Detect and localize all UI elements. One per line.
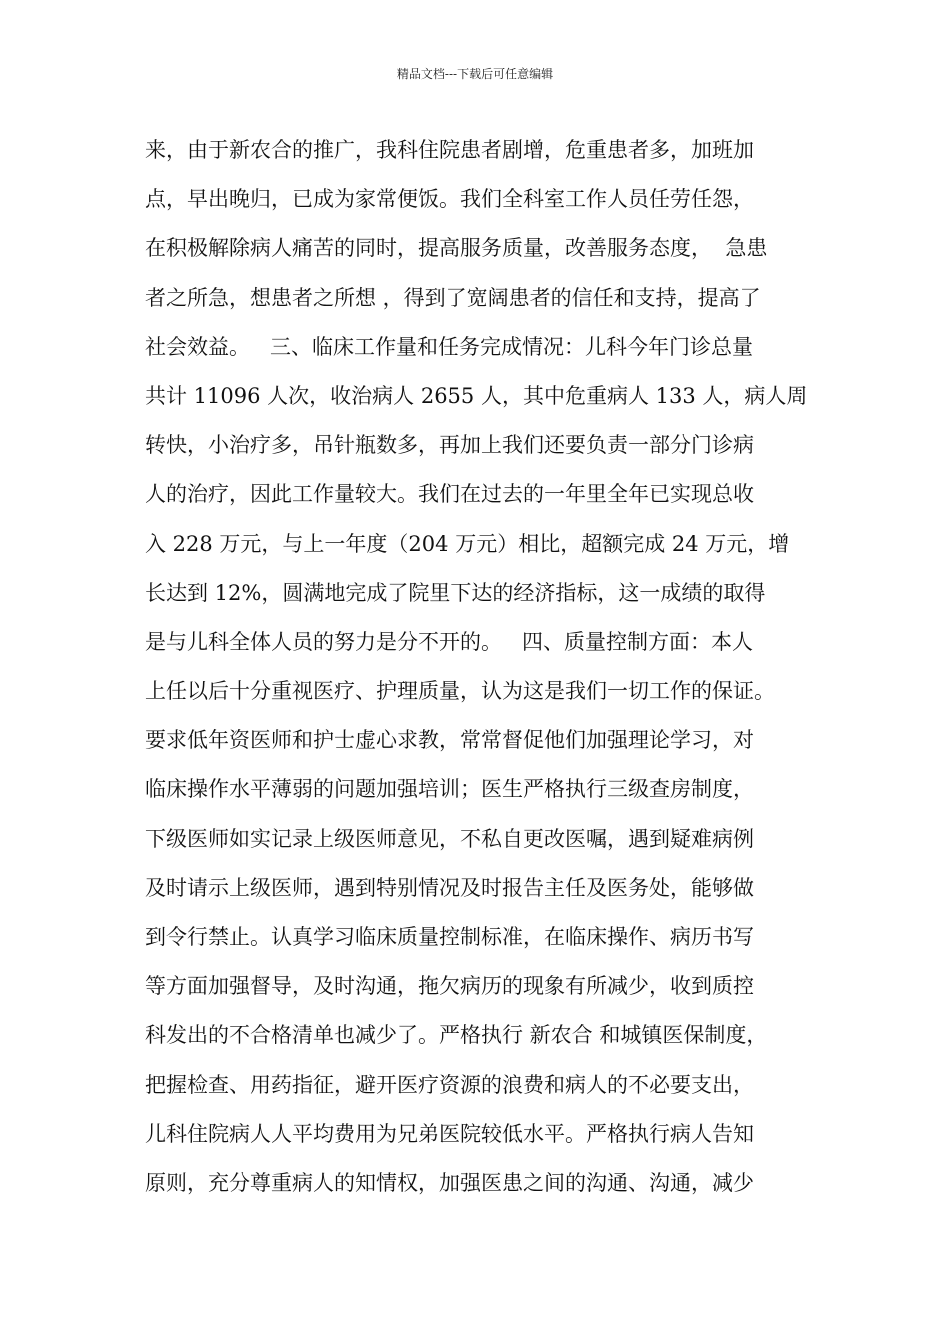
body-line: 要求低年资医师和护士虚心求教，常常督促他们加强理论学习，对 bbox=[145, 728, 754, 753]
body-line: 点，早出晚归，已成为家常便饭。我们全科室工作人员任劳任怨， bbox=[145, 187, 754, 212]
body-line: 临床操作水平薄弱的问题加强培训；医生严格执行三级查房制度， bbox=[145, 777, 754, 802]
body-line: 把握检查、用药指征，避开医疗资源的浪费和病人的不必要支出， bbox=[145, 1072, 754, 1097]
body-line: 人的治疗，因此工作量较大。我们在过去的一年里全年已实现总收 bbox=[145, 482, 754, 507]
body-line: 入 228 万元，与上一年度（204 万元）相比，超额完成 24 万元，增 bbox=[145, 531, 790, 556]
body-line: 下级医师如实记录上级医师意见，不私自更改医嘱，遇到疑难病例 bbox=[145, 826, 754, 851]
body-line: 共计 11096 人次，收治病人 2655 人，其中危重病人 133 人，病人周 bbox=[145, 383, 808, 408]
body-line: 上任以后十分重视医疗、护理质量，认为这是我们一切工作的保证。 bbox=[145, 679, 775, 704]
body-line: 社会效益。 三、临床工作量和任务完成情况：儿科今年门诊总量 bbox=[145, 334, 754, 359]
body-line: 转快，小治疗多，吊针瓶数多，再加上我们还要负责一部分门诊病 bbox=[145, 433, 754, 458]
document-body bbox=[145, 126, 835, 1208]
body-line: 科发出的不合格清单也减少了。严格执行 新农合 和城镇医保制度， bbox=[145, 1023, 768, 1048]
body-line: 到令行禁止。认真学习临床质量控制标准，在临床操作、病历书写 bbox=[145, 925, 754, 949]
page-header: 精品文档---下载后可任意编辑 bbox=[396, 67, 554, 81]
body-line: 长达到 12%，圆满地完成了院里下达的经济指标，这一成绩的取得 bbox=[145, 580, 766, 605]
body-line: 儿科住院病人人平均费用为兄弟医院较低水平。严格执行病人告知 bbox=[145, 1121, 754, 1146]
body-line: 及时请示上级医师，遇到特别情况及时报告主任及医务处，能够做 bbox=[145, 875, 754, 900]
body-line: 等方面加强督导，及时沟通，拖欠病历的现象有所减少，收到质控 bbox=[145, 974, 754, 999]
body-line: 来，由于新农合的推广，我科住院患者剧增，危重患者多，加班加 bbox=[145, 138, 754, 162]
body-line: 是与儿科全体人员的努力是分不开的。 四、质量控制方面：本人 bbox=[145, 629, 754, 654]
body-line: 原则，充分尊重病人的知情权，加强医患之间的沟通、沟通，减少 bbox=[145, 1170, 754, 1195]
body-line: 者之所急，想患者之所想 ，得到了宽阔患者的信任和支持，提高了 bbox=[145, 285, 761, 310]
body-line: 在积极解除病人痛苦的同时，提高服务质量，改善服务态度， 急患 bbox=[145, 236, 768, 261]
